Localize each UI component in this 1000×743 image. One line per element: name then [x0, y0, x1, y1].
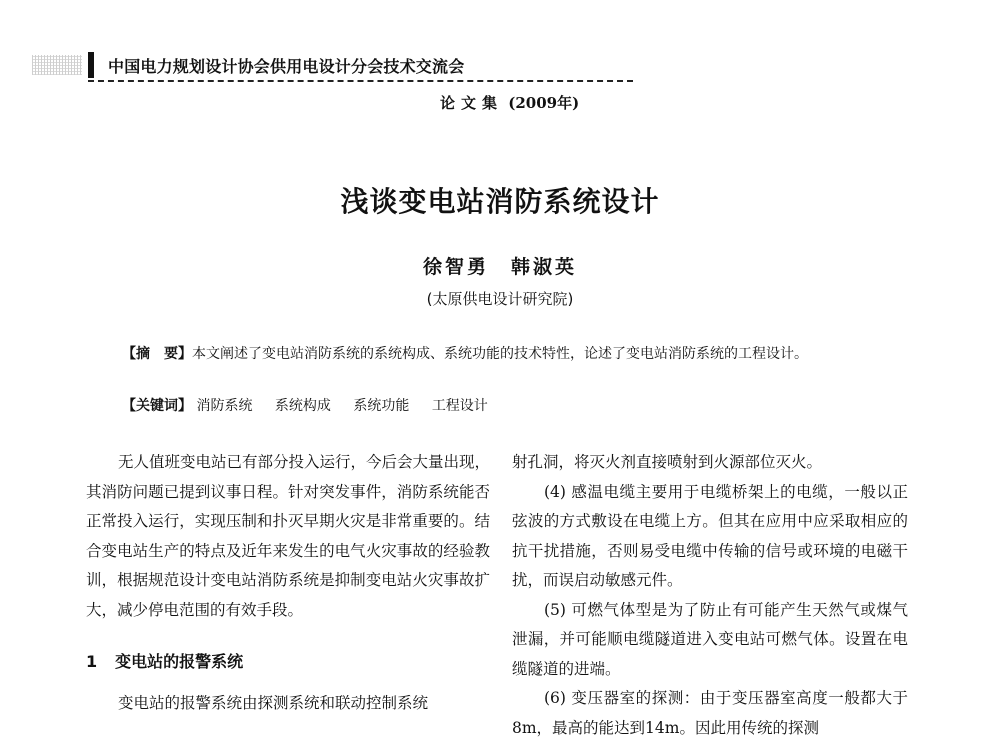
section-heading	[86, 647, 490, 677]
header-decoration	[32, 55, 82, 75]
section-title: 变电站的报警系统	[115, 652, 244, 671]
abstract	[86, 341, 906, 368]
page-title: 浅谈变电站消防系统设计	[340, 185, 660, 218]
body-right-column	[512, 448, 908, 743]
body-paragraph: 射孔洞，将灭火剂直接喷射到火源部位灭火。	[512, 453, 823, 471]
keyword: 系统功能	[353, 398, 410, 414]
collection-label: 论文集	[440, 94, 504, 112]
body-paragraph: (4) 感温电缆主要用于电缆桥架上的电缆，一般以正弦波的方式敷设在电缆上方。但其在应用中应采取相应的抗干扰措施，否则易受电缆中传输的信号或环境的电磁干扰，而误启动敏感元件。	[512, 482, 908, 589]
intro-paragraph: 无人值班变电站已有部分投入运行，今后会大量出现，其消防问题已提到议事日程。针对突发事件，消防系统能否正常投入运行，实现压制和扑灭早期火灾是非常重要的。结合变电站生产的特点及近年来发生的电气火灾事故的经验教训，根据规范设计变电站消防系统是抑制变电站火灾事故扩大，减少停电范围的有效手段。	[86, 453, 491, 619]
keyword: 消防系统	[196, 398, 253, 414]
body-left-column	[86, 448, 490, 718]
header-bar	[88, 52, 94, 78]
keywords-label: 【关键词】	[122, 398, 192, 414]
affiliation: (太原供电设计研究院)	[426, 290, 574, 308]
header-org: 中国电力规划设计协会供用电设计分会技术交流会	[108, 57, 465, 76]
abstract-text: 本文阐述了变电站消防系统的系统构成、系统功能的技术特性，论述了变电站消防系统的工程设计。	[192, 346, 808, 362]
keyword: 系统构成	[274, 398, 331, 414]
keyword: 工程设计	[431, 398, 488, 414]
collection-year: (2009年)	[508, 94, 580, 112]
keywords	[122, 395, 506, 415]
abstract-label: 【摘 要】	[122, 346, 192, 362]
section-paragraph: 变电站的报警系统由探测系统和联动控制系统	[118, 693, 429, 712]
body-paragraph: (6) 变压器室的探测：由于变压器室高度一般都大于8m，最高的能达到14m。因此用传统的探测	[512, 689, 908, 737]
authors: 徐智勇 韩淑英	[422, 256, 577, 278]
body-paragraph: (5) 可燃气体型是为了防止有可能产生天然气或煤气泄漏，并可能顺电缆隧道进入变电站可燃气体。设置在电缆隧道的进端。	[512, 600, 908, 678]
section-number: 1	[86, 652, 98, 671]
header-collection	[440, 92, 579, 113]
header-divider	[88, 80, 633, 82]
